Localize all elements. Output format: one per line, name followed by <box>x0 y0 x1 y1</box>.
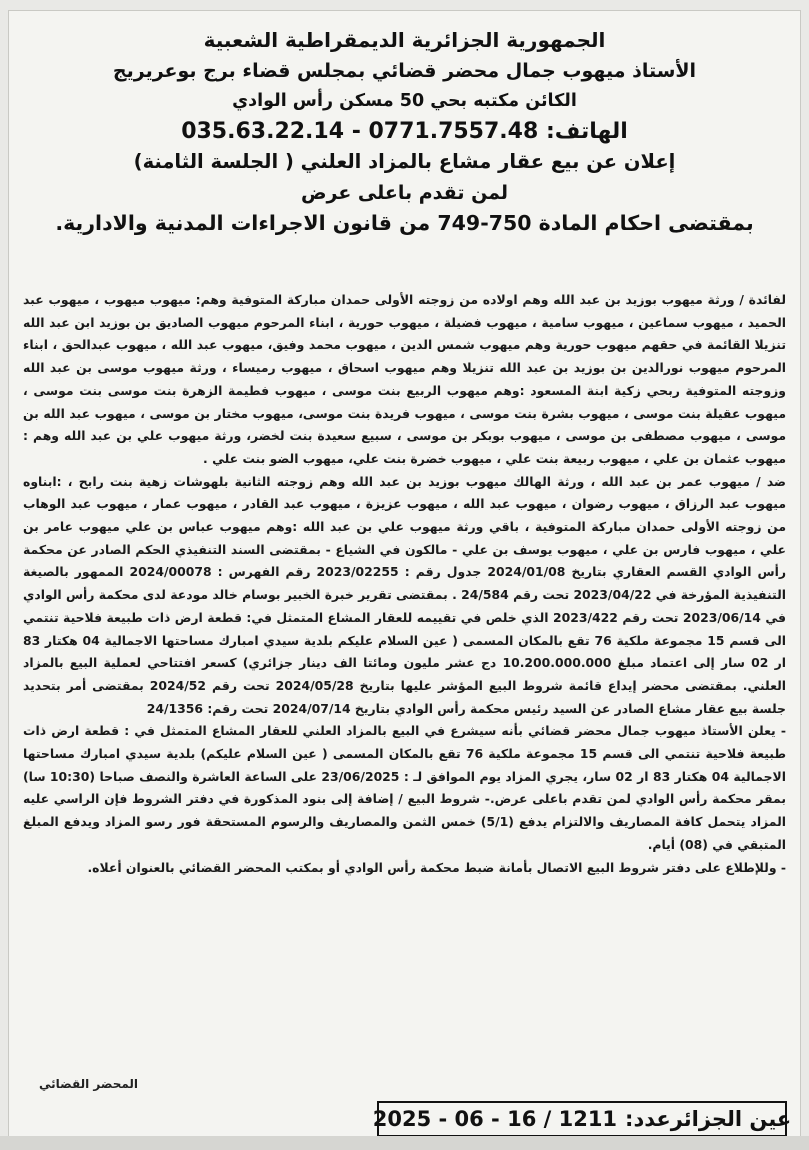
bailiff-name: الأستاذ ميهوب جمال محضر قضائي بمجلس قضاء برج بوعريريج <box>112 59 697 82</box>
consultation-paragraph: - وللإطلاع على دفتر شروط البيع الاتصال بأمانة ضبط محكمة رأس الوادي أو بمكتب المحضر القضائي بالعنوان أعلاه. <box>87 859 786 875</box>
against-paragraph: ضد / ميهوب عمر بن عبد الله ، ورثة الهالك ميهوب بوزيد بن عبد الله وهم زوجته الثانية بلهوشات زهية بنت رابح ، :ابناوه ميهوب عبد الرزاق ، ميهوب رضوان ، ميهوب عبد الله ، ميهوب عزيزة ، ميهوب عبد القادر ، ميهوب عمار ، ميهوب عبد الوهاب من زوجته الأولى حمدان مباركة المتوفية ، باقي ورثة ميهوب علي بن عبد الله :وهم ميهوب عباس بن علي ميهوب عامر بن علي ، ميهوب فارس بن علي ، ميهوب يوسف بن علي - مالكون في الشياع - بمقتضى السند التنفيذي الحكم الصادر عن محكمة رأس الوادي القسم العقاري بتاريخ 2024/01/08 جدول رقم : 2023/02255 رقم الفهرس : 2024/00078 الممهور بالصيغة التنفيذية المؤرخة في 2023/04/22 تحت رقم 24/584 . بمقتضى تقرير خبرة الخبير بوسام خالد مودعة لدى محكمة رأس الوادي في 2023/06/14 تحت رقم 2023/422 الذي خلص في تقييمه للعقار المشاع المتمثل في: قطعة ارض ذات طبيعة فلاحية تنتمي الى قسم 15 مجموعة ملكية 76 تقع بالمكان المسمى ( عين السلام عليكم بلدية سيدي امبارك مساحتها الاجمالية 04 هكتار 83 ار 02 سار إلى اعتماد مبلغ 10.200.000.000 دج عشر مليون ومائتا الف دينار جزائري) كسعر افتتاحي لعملية البيع بالمزاد العلني. بمقتضى محضر إيداع قائمة شروط البيع المؤشر عليها بتاريخ 2024/05/28 تحت رقم 2024/52 بمقتضى أمر بتحديد جلسة بيع عقار مشاع الصادر عن السيد رئيس محكمة رأس الوادي بتاريخ 2024/07/14 تحت رقم: 24/1356 <box>23 473 786 716</box>
office-address: الكائن مكتبه بحي 50 مسكن رأس الوادي <box>232 91 577 111</box>
newspaper-issue-box <box>372 1101 792 1137</box>
legal-basis: بمقتضى احكام المادة 750-749 من قانون الاجراءات المدنية والادارية. <box>55 211 754 235</box>
notice-body <box>23 289 786 879</box>
sale-announcement-paragraph: - يعلن الأستاذ ميهوب جمال محضر قضائي بأنه سيشرع في البيع بالمزاد العلني للعقار المشاع المتمثل في : قطعة ارض ذات طبيعة فلاحية تنتمي الى قسم 15 مجموعة ملكية 76 تقع بالمكان المسمى ( عين السلام عليكم) بلدية سيدي امبارك مساحتها الاجمالية 04 هكتار 83 ار 02 سار، يجري المزاد يوم الموافق لـ : 23/06/2025 على الساعة العاشرة والنصف صباحا (10:30 سا) بمقر محكمة رأس الوادي لمن تقدم باعلى عرض.- شروط البيع / إضافة إلى بنود المذكورة في دفتر الشروط فإن الراسي عليه المزاد يتحمل كافة المصاريف والالتزام يدفع (5/1) خمس الثمن والمصاريف والرسوم المستحقة فور رسو المزاد ويدفع المبلغ المتبقي في (08) أيام. <box>23 723 786 852</box>
notice-header <box>9 25 800 239</box>
phone-label: الهاتف: <box>545 118 628 144</box>
republic-title: الجمهورية الجزائرية الديمقراطية الشعبية <box>203 28 606 52</box>
phone-line <box>9 117 800 148</box>
newspaper-label: عين الجزائرعدد: <box>625 1107 792 1131</box>
bidder-line: لمن تقدم باعلى عرض <box>300 181 509 204</box>
issue-number: 2025 - 06 - 16 / 1211 <box>372 1107 618 1131</box>
phone-numbers: 035.63.22.14 - 0771.7557.48 <box>181 118 539 144</box>
legal-notice-page <box>8 10 801 1138</box>
bailiff-signature: المحضر القضائي <box>39 1077 139 1091</box>
beneficiaries-paragraph: لفائدة / ورثة ميهوب بوزيد بن عبد الله وهم اولاده من زوجته الأولى حمدان مباركة المتوفية وهم: ميهوب ميهوب ، ميهوب عبد الحميد ، ميهوب سماعين ، ميهوب سامية ، ميهوب فضيلة ، ميهوب حورية ، ابناء المرحوم ميهوب الصاديق بن بوزيد ابن عبد الله تنزيلا القائمة في حقهم ميهوب حورية وهم ميهوب شمس الدين ، ميهوب محمد وفيق، ميهوب عبد الله ، ميهوب عبدالحق ، ابناء المرحوم ميهوب نورالدين بن بوزيد بن عبد الله تنزيلا وهم ميهوب اسحاق ، ميهوب رميساء ، ورثة ميهوب موسى بن عبد الله وزوجته المتوفية ربحي زكية ابنة المسعود :وهم ميهوب الربيع بنت موسى ، ميهوب فطيمة الزهرة بنت موسى بنت موسى ، ميهوب عقيلة بنت موسى ، ميهوب بشرة بنت موسى ، ميهوب فريدة بنت موسى، ميهوب مختار بن موسى ، ميهوب عبد الله بن موسى ، ميهوب مصطفى بن موسى ، ميهوب بوبكر بن موسى ، سبيع سعيدة بنت لخضر، ورثة ميهوب علي بن عبد الله وهم : ميهوب عثمان بن علي ، ميهوب ربيعة بنت علي ، ميهوب خضرة بنت علي، ميهوب الضو بنت علي . <box>23 292 786 466</box>
announcement-title: إعلان عن بيع عقار مشاع بالمزاد العلني ( الجلسة الثامنة) <box>133 150 676 173</box>
scan-edge <box>0 1136 809 1150</box>
